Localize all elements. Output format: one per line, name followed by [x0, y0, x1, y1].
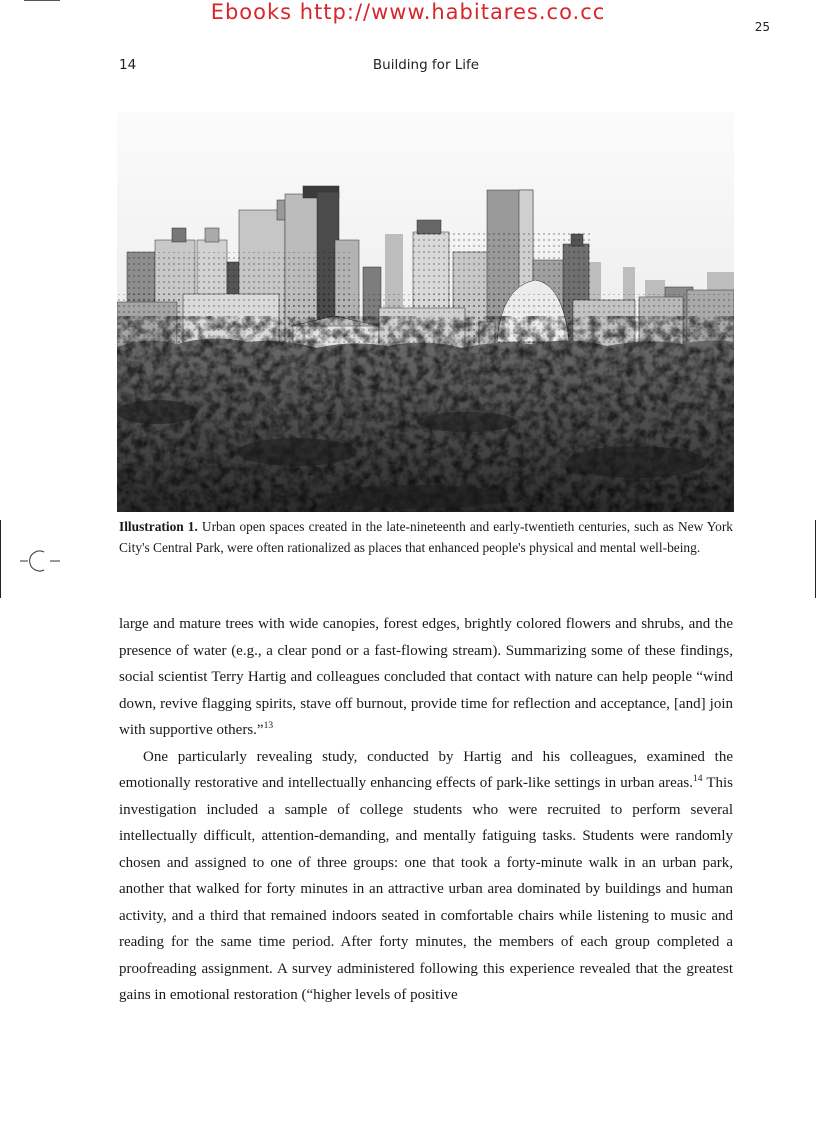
- top-rule: [24, 0, 60, 1]
- page-number: 14: [119, 57, 137, 73]
- running-head: [119, 57, 733, 75]
- book-title: Building for Life: [372, 57, 480, 73]
- central-park-photo: [117, 112, 734, 512]
- figure-caption: [119, 516, 733, 558]
- paragraph-1: [119, 611, 733, 744]
- body-text: [119, 611, 733, 1009]
- watermark-link[interactable]: Ebooks http://www.habitares.co.cc: [210, 0, 606, 24]
- paragraph-1-text: large and mature trees with wide canopies, forest edges, brightly colored flowers and shrubs, and the presence of water (e.g., a clear pond or a fast-flowing stream). Summarizing some of these findings, social scientist Terry Hartig and colleagues concluded that contact with nature can help people “wind down, revive flagging spirits, stave off burnout, provide time for reflection and acceptance, [and] join with supportive others.”: [119, 616, 733, 738]
- caption-text: Urban open spaces created in the late-nineteenth and early-twentieth centuries, such as New York City's Central Park, were often rationalized as places that enhanced people's physical and mental well-being.: [119, 519, 733, 555]
- footnote-ref-14[interactable]: 14: [693, 774, 703, 784]
- page-folio: 25: [754, 20, 770, 34]
- caption-label: Illustration 1.: [119, 519, 198, 534]
- registration-mark-icon: [20, 548, 62, 574]
- crop-mark-left: [0, 520, 1, 598]
- footnote-ref-13[interactable]: 13: [263, 721, 274, 731]
- paragraph-2-text-b: This investigation included a sample of college students who were recruited to perform several intellectually difficult, attention-demanding, and mentally fatiguing tasks. Students were randomly chosen and assigned to one of three groups: one that took a forty-minute walk in an urban park, another that walked for forty minutes in an attractive urban area dominated by buildings and human activity, and a third that remained indoors seated in comfortable chairs while listening to music and reading for the same time period. After forty minutes, the members of each group completed a proofreading assignment. A survey administered following this experience revealed that the greatest gains in emotional restoration (“higher levels of positive: [119, 775, 733, 1003]
- paragraph-2-text-a: One particularly revealing study, conducted by Hartig and his colleagues, examined the emotionally restorative and intellectually enhancing effects of park-like settings in urban areas.: [119, 748, 733, 791]
- paragraph-2: [119, 744, 733, 1009]
